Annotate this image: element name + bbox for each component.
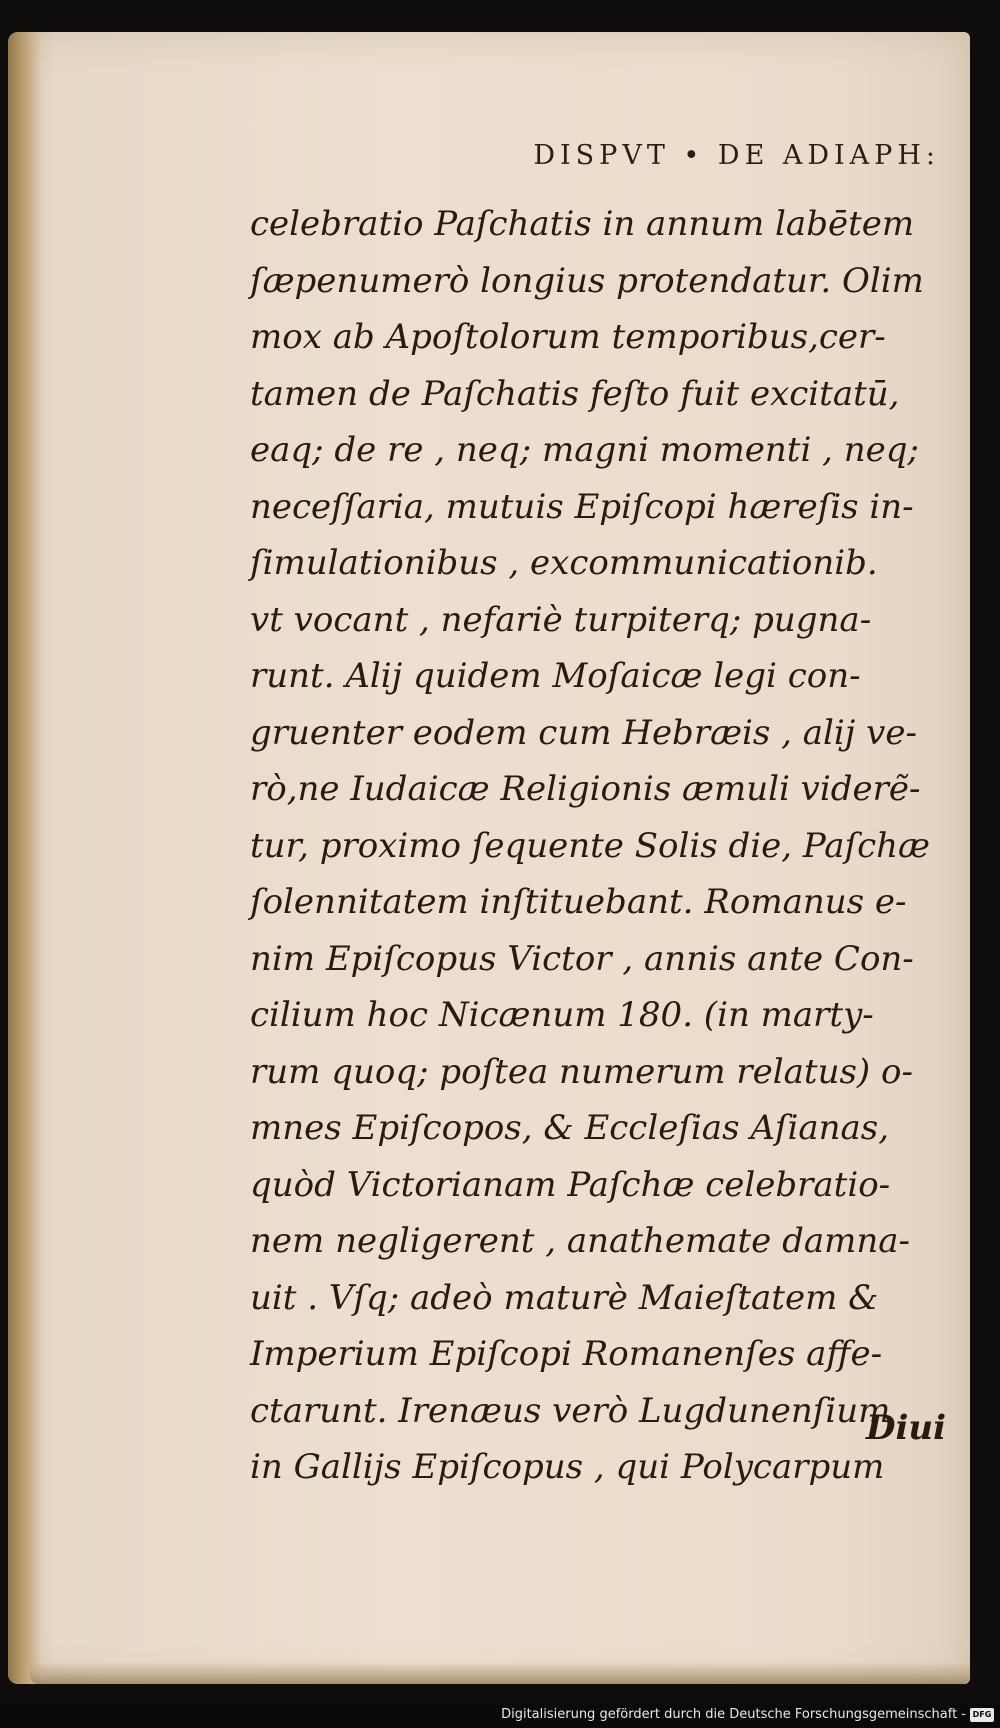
page-bottom-edge <box>30 1662 970 1684</box>
text-line: rò,ne Iudaicæ Religionis æmuli viderẽ- <box>250 769 921 809</box>
text-line: nem negligerent , anathemate damna- <box>250 1221 910 1261</box>
text-line: nim Epiſcopus Victor , annis ante Con- <box>250 938 914 979</box>
text-line: tur, proximo ſequente Solis die, Paſchæ <box>250 825 930 866</box>
text-line: cilium hoc Nicænum 180. (in marty- <box>250 995 874 1035</box>
text-line: Imperium Epiſcopi Romanenſes affe- <box>250 1334 883 1374</box>
text-line: vt vocant , nefariè turpiterq; pugna- <box>250 599 872 640</box>
running-header: DISPVT • DE ADIAPH: <box>533 140 940 171</box>
funding-credit: Digitalisierung gefördert durch die Deutsche Forschungsgemeinschaft - <box>501 1707 966 1722</box>
text-line: ſimulationibus , excommunicationib. <box>250 543 878 583</box>
text-line: gruenter eodem cum Hebræis , alij ve- <box>250 712 917 753</box>
text-line: in Gallijs Epiſcopus , qui Polycarpum <box>250 1447 885 1487</box>
text-line: ctarunt. Irenæus verò Lugdunenſium <box>250 1390 891 1431</box>
dfg-logo-icon: DFG <box>970 1708 994 1722</box>
text-line: quòd Victorianam Paſchæ celebratio- <box>250 1164 891 1205</box>
text-line: celebratio Paſchatis in annum labētem <box>250 204 915 244</box>
text-line: rum quoq; poſtea numerum relatus) o- <box>250 1051 913 1092</box>
text-line: runt. Alij quidem Moſaicæ legi con- <box>250 656 861 696</box>
catchword: Diui <box>865 1408 946 1448</box>
text-line: eaq; de re , neq; magni momenti , neq; <box>250 430 919 470</box>
text-line: mox ab Apoſtolorum temporibus,cer- <box>250 317 886 357</box>
text-line: tamen de Paſchatis feſto fuit excitatū, <box>250 373 900 414</box>
body-text <box>250 196 950 1496</box>
text-line: ſolennitatem inſtituebant. Romanus e- <box>250 882 907 922</box>
text-line: neceſſaria, mutuis Epiſcopi hæreſis in- <box>250 486 914 527</box>
text-line: uit . Vſq; adeò maturè Maieſtatem & <box>250 1277 879 1318</box>
text-line: ſæpenumerò longius protendatur. Olim <box>250 260 924 301</box>
text-line: mnes Epiſcopos, & Eccleſias Aſianas, <box>250 1108 890 1148</box>
